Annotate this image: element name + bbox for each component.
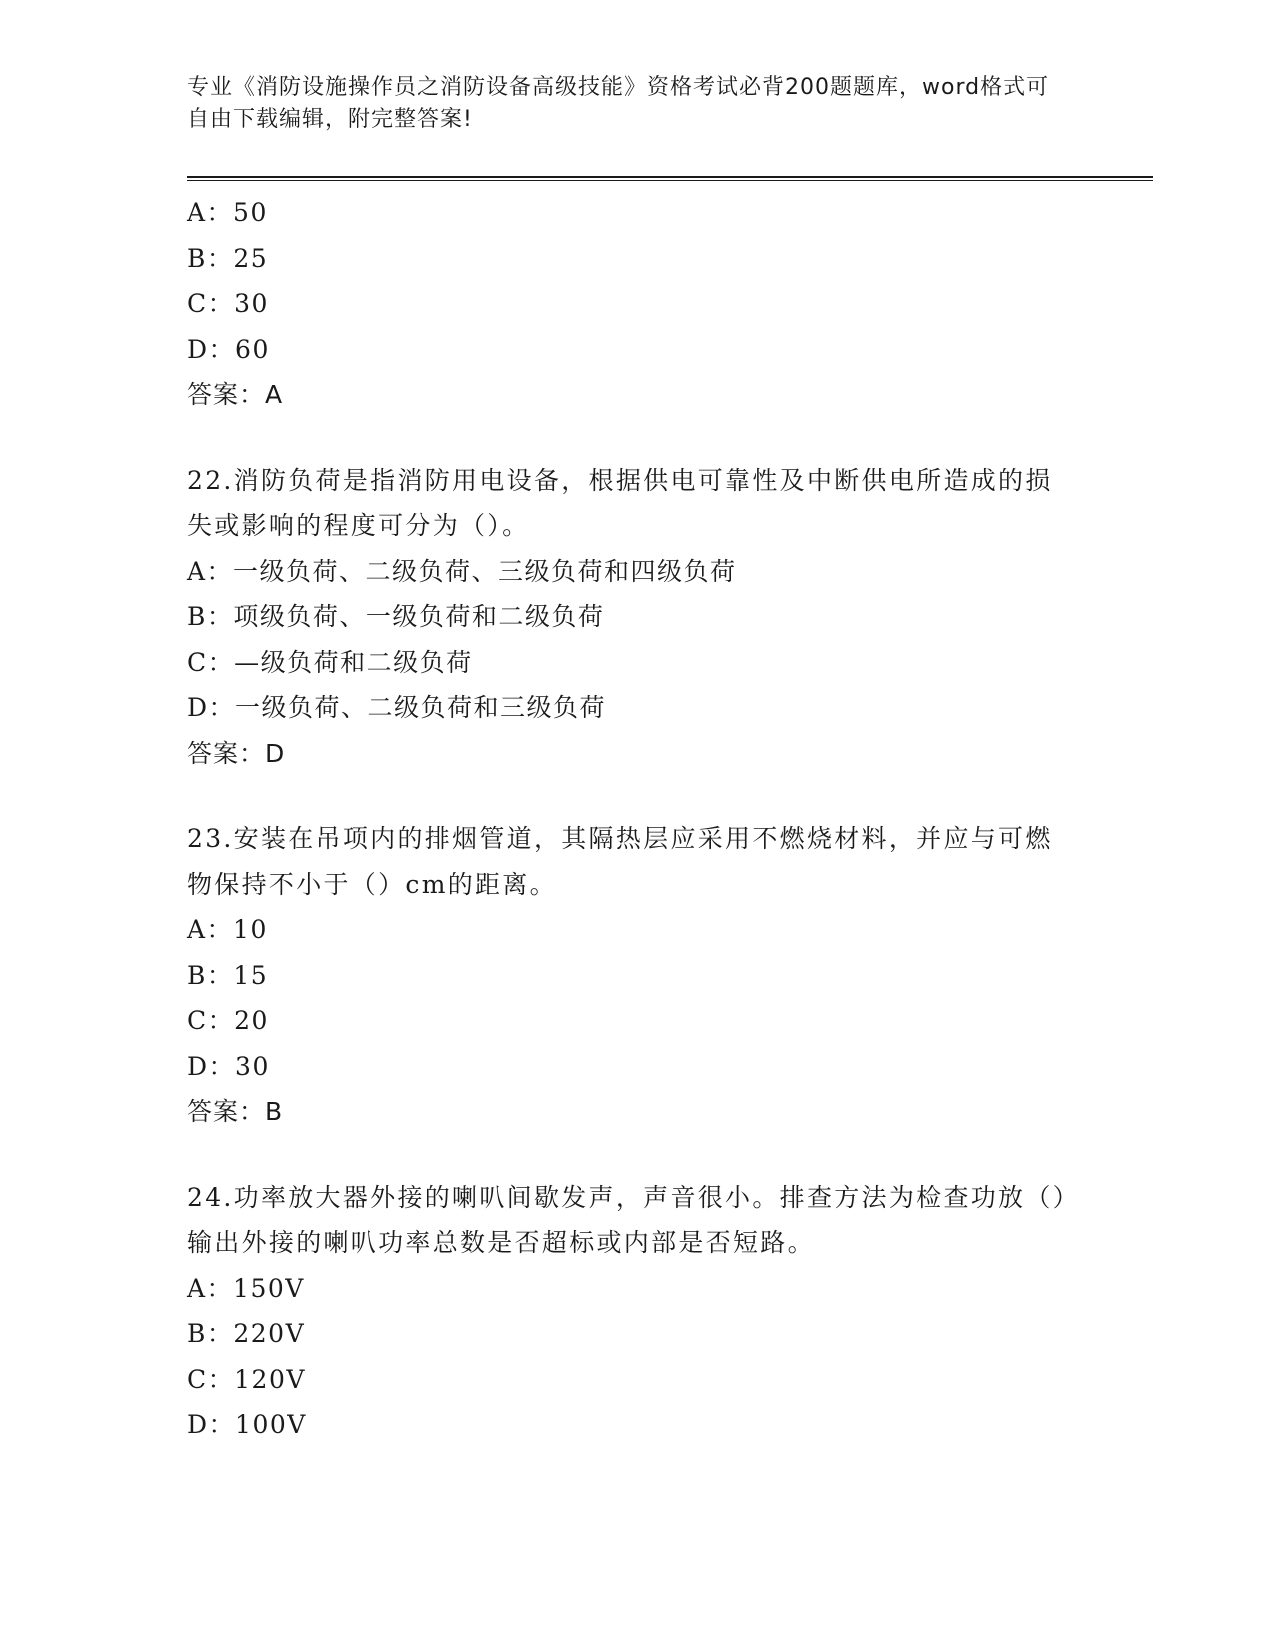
option-a: A：10 <box>187 915 268 944</box>
answer: 答案：B <box>187 1097 284 1126</box>
option-c: C：20 <box>187 1006 269 1035</box>
option-a: A：150V <box>187 1273 305 1303</box>
option-c: C：—级负荷和二级负荷 <box>187 647 473 677</box>
option-d: D：60 <box>187 334 270 364</box>
option-c: C：120V <box>187 1364 306 1394</box>
header-title: 专业《消防设施操作员之消防设备高级技能》资格考试必背200题题库，word格式可自由下载编辑，附完整答案! <box>187 75 1050 132</box>
question-text: 23.安装在吊项内的排烟管道，其隔热层应采用不燃烧材料，并应与可燃物保持不小于（）cm的距离。 <box>187 824 1053 899</box>
question-block-23 <box>187 816 1077 1135</box>
option-a: A：50 <box>187 198 268 227</box>
answer: 答案：A <box>187 380 284 409</box>
question-block-21 <box>187 190 1077 418</box>
option-d: D：30 <box>187 1051 270 1081</box>
question-list <box>187 190 1077 1448</box>
option-d: D：一级负荷、二级负荷和三级负荷 <box>187 693 607 722</box>
question-block-22 <box>187 458 1077 777</box>
option-b: B：项级负荷、一级负荷和二级负荷 <box>187 602 605 631</box>
question-block-24 <box>187 1175 1077 1448</box>
option-b: B：220V <box>187 1319 306 1348</box>
option-c: C：30 <box>187 289 269 318</box>
question-text: 22.消防负荷是指消防用电设备，根据供电可靠性及中断供电所造成的损失或影响的程度可分为（）。 <box>187 465 1053 540</box>
option-a: A：一级负荷、二级负荷、三级负荷和四级负荷 <box>187 556 737 586</box>
answer: 答案：D <box>187 738 286 768</box>
option-d: D：100V <box>187 1410 307 1439</box>
question-text: 24.功率放大器外接的喇叭间歇发声，声音很小。排查方法为检查功放（）输出外接的喇叭功率总数是否超标或内部是否短路。 <box>187 1182 1068 1257</box>
document-header <box>187 72 1067 136</box>
option-b: B：25 <box>187 243 269 273</box>
header-divider <box>187 176 1153 181</box>
option-b: B：15 <box>187 960 269 990</box>
